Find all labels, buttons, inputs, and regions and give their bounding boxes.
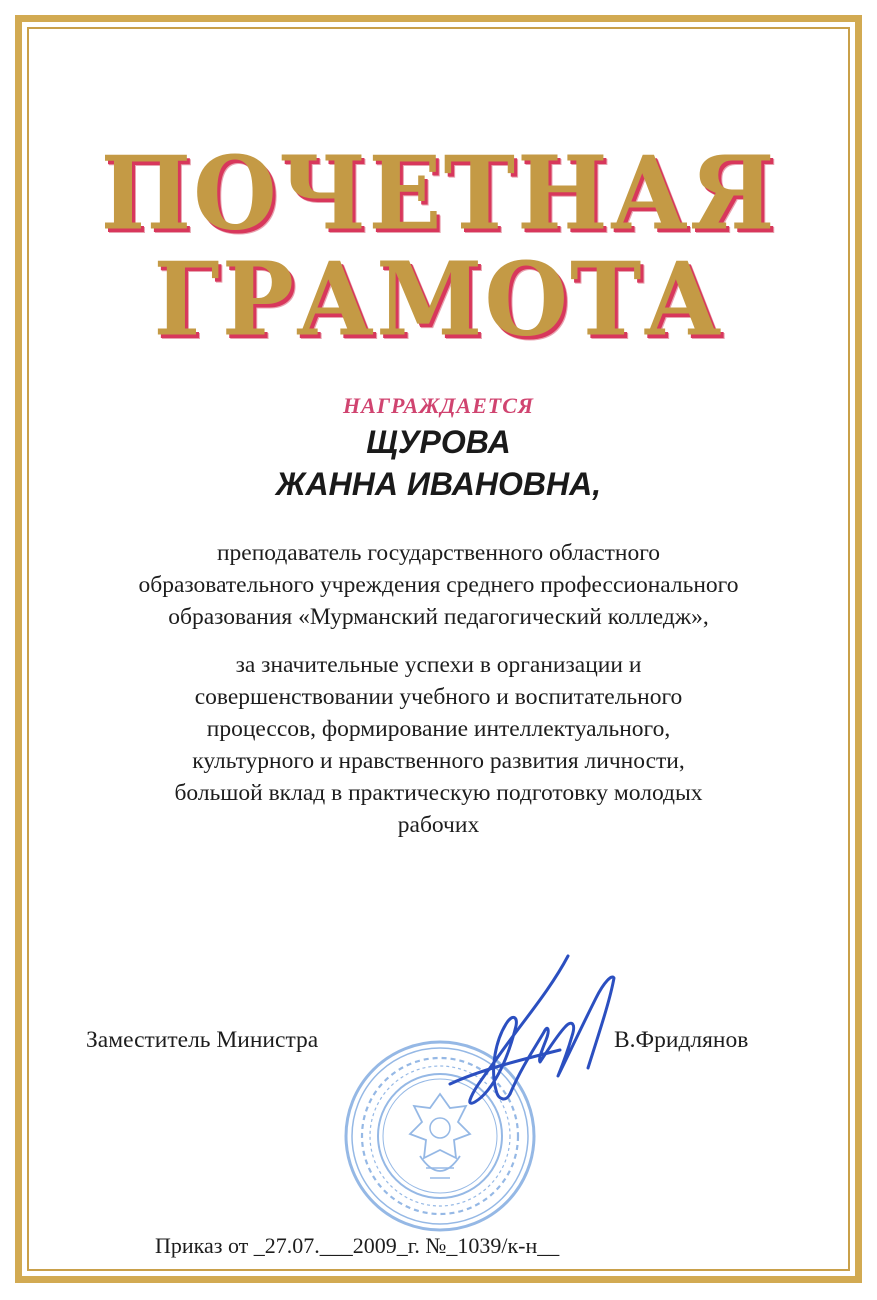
signature-icon bbox=[440, 950, 640, 1140]
reason-line: за значительные успехи в организации и bbox=[235, 652, 642, 678]
signer-title: Заместитель Министра bbox=[86, 1027, 319, 1053]
certificate-title-line2: ГРАМОТА bbox=[153, 240, 724, 359]
recipient-given-name: ЖАННА ИВАНОВНА, bbox=[275, 466, 602, 502]
reason-line: культурного и нравственного развития личности, bbox=[192, 748, 685, 774]
reason-line: процессов, формирование интеллектуального, bbox=[206, 716, 671, 742]
position-line: образования «Мурманский педагогический колледж», bbox=[168, 604, 709, 630]
recipient-surname: ЩУРОВА bbox=[366, 424, 511, 460]
signer-name: В.Фридлянов bbox=[614, 1027, 749, 1053]
reason-line: совершенствовании учебного и воспитательного bbox=[194, 684, 683, 710]
reason-line: рабочих bbox=[397, 812, 480, 838]
awarded-label: НАГРАЖДАЕТСЯ bbox=[342, 393, 535, 418]
order-reference: Приказ от _27.07.___2009_г. №_1039/к-н__ bbox=[155, 1233, 560, 1258]
position-line: преподаватель государственного областного bbox=[216, 540, 661, 566]
certificate-title-line1: ПОЧЕТНАЯ bbox=[100, 134, 777, 253]
recipient-position bbox=[60, 537, 817, 633]
award-reason bbox=[60, 649, 817, 841]
position-line: образовательного учреждения среднего профессионального bbox=[138, 572, 739, 598]
reason-line: большой вклад в практическую подготовку молодых bbox=[174, 780, 703, 806]
